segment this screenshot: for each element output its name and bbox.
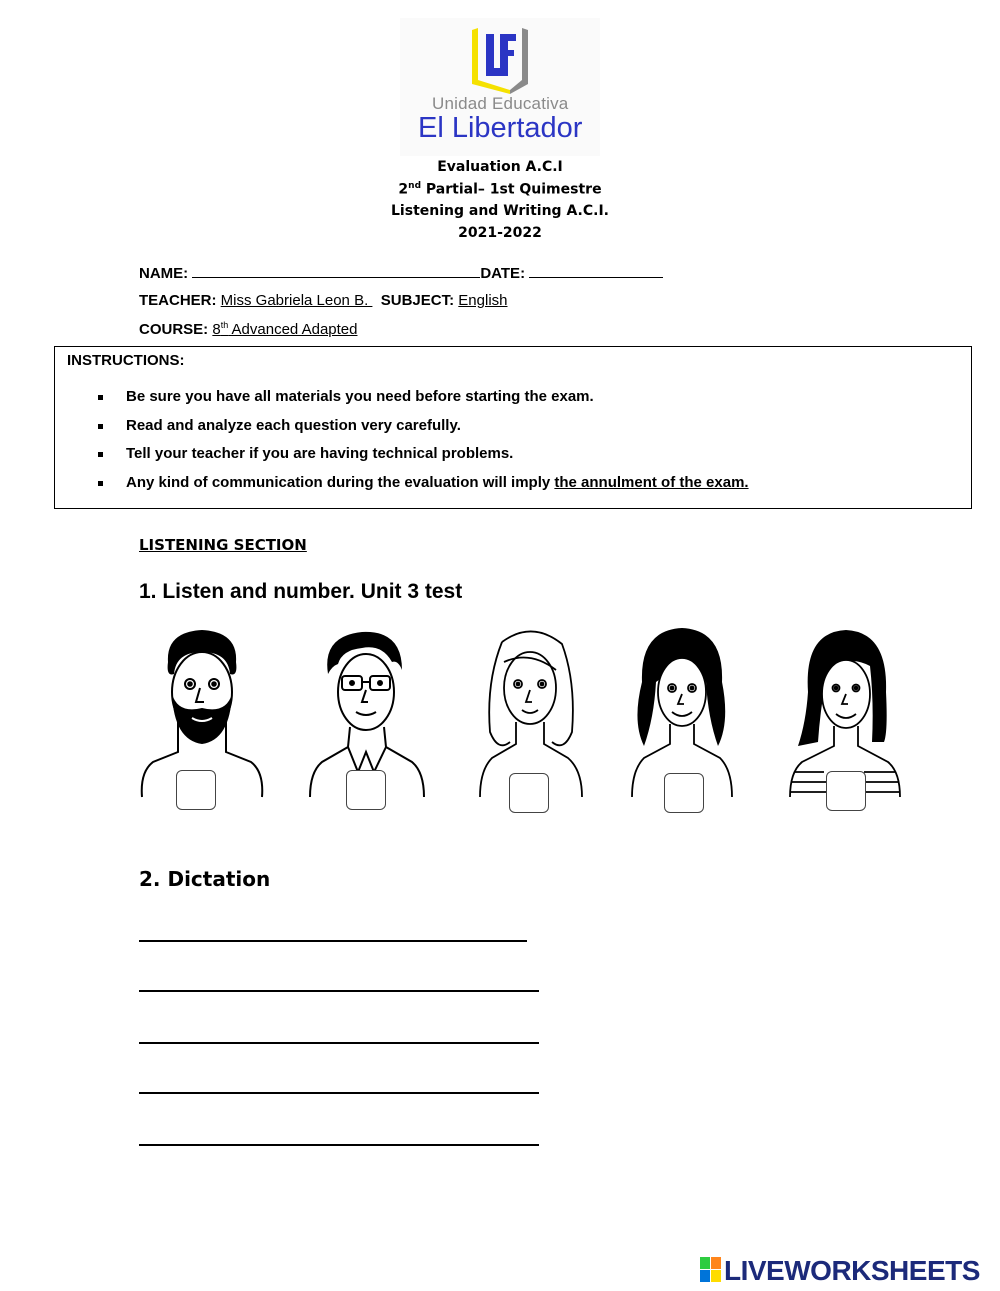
subject-label: SUBJECT: (380, 292, 455, 309)
course-value: 8th Advanced Adapted (212, 320, 358, 338)
answer-box-2[interactable] (346, 770, 386, 810)
dictation-line-5[interactable] (139, 1144, 539, 1146)
evaluation-title: Evaluation A.C.I (437, 159, 563, 175)
school-name: El Libertador (418, 112, 583, 144)
answer-box-1[interactable] (176, 770, 216, 810)
instruction-item: Tell your teacher if you are having technical problems. (96, 445, 749, 474)
date-field[interactable] (529, 263, 663, 278)
subject-value: English (458, 292, 508, 309)
question-2: 2. Dictation (139, 867, 271, 891)
name-field[interactable] (192, 263, 480, 278)
school-year: 2021-2022 (458, 225, 542, 241)
instructions-heading: INSTRUCTIONS: (67, 352, 185, 369)
dictation-line-3[interactable] (139, 1042, 539, 1044)
subtitle: Listening and Writing A.C.I. (391, 203, 609, 219)
dictation-line-4[interactable] (139, 1092, 539, 1094)
name-date-line (139, 263, 663, 282)
answer-box-4[interactable] (664, 773, 704, 813)
brand-name: LIVEWORKSHEETS (724, 1255, 980, 1286)
teacher-label: TEACHER: (139, 292, 217, 309)
answer-box-5[interactable] (826, 771, 866, 811)
instruction-item: Any kind of communication during the evaluation will imply the annulment of the exam. (96, 474, 749, 503)
question-1: 1. Listen and number. Unit 3 test (139, 580, 463, 603)
answer-box-3[interactable] (509, 773, 549, 813)
teacher-value: Miss Gabriela Leon B. (220, 292, 373, 309)
teacher-subject-line (139, 292, 508, 309)
instruction-item: Read and analyze each question very carefully. (96, 417, 749, 446)
school-type: Unidad Educativa (432, 94, 569, 113)
instruction-item: Be sure you have all materials you need before starting the exam. (96, 388, 749, 417)
listening-section-title: LISTENING SECTION (139, 536, 307, 554)
partial-line: 2nd Partial– 1st Quimestre (398, 181, 602, 198)
liveworksheets-logo-icon (700, 1255, 722, 1285)
dictation-line-1[interactable] (139, 940, 527, 942)
course-line (139, 320, 357, 338)
date-label: DATE: (480, 265, 526, 282)
name-label: NAME: (139, 265, 189, 282)
dictation-line-2[interactable] (139, 990, 539, 992)
course-label: COURSE: (139, 321, 209, 338)
instructions-list (96, 388, 749, 502)
